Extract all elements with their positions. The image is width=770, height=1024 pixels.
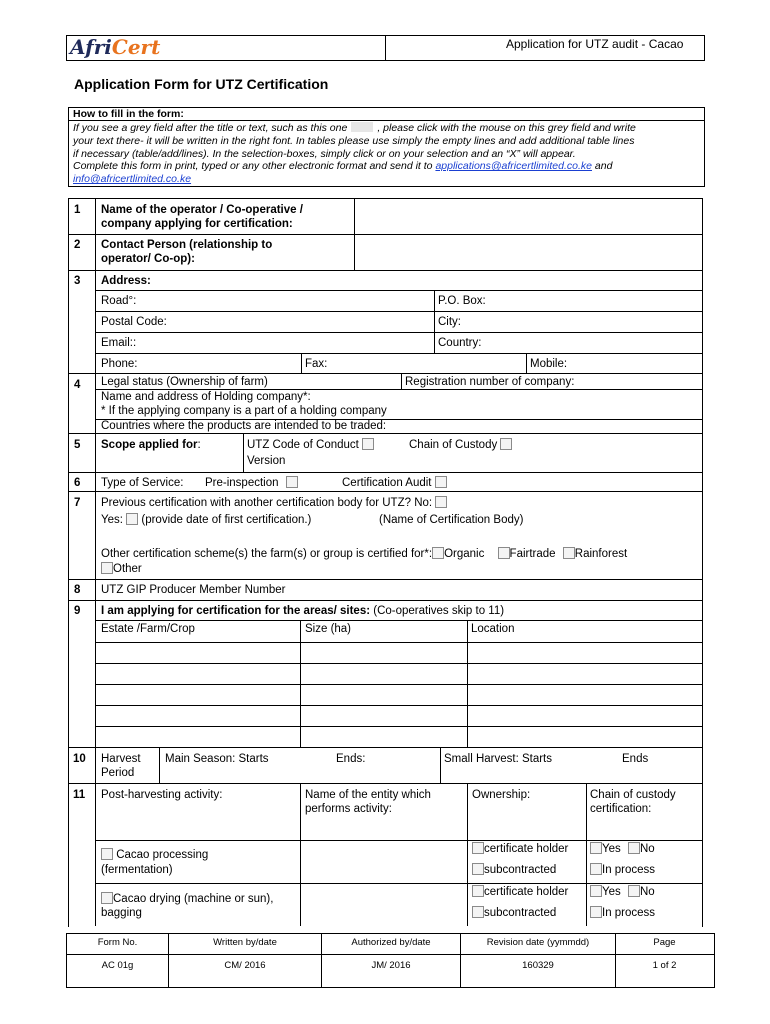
processing-entity-field[interactable] <box>302 842 466 882</box>
row-8-number: 8 <box>74 584 81 596</box>
instructions-line4b: and <box>594 160 613 173</box>
document-title: Application for UTZ audit - Cacao <box>506 37 684 51</box>
instructions-line3: if necessary (table/add/lines). In the selection-boxes, simply click or on your selection and an “X” will appear. <box>73 147 576 160</box>
logo <box>70 35 160 59</box>
post-harvest-activity-header: Post-harvesting activity: <box>101 789 223 801</box>
footer-header-written: Written by/date <box>213 937 277 948</box>
instructions-text <box>73 122 636 186</box>
drying-cert-holder-checkbox[interactable] <box>472 885 484 897</box>
rainforest-checkbox[interactable] <box>563 547 575 559</box>
applications-email-link[interactable]: applications@africertlimited.co.ke <box>435 160 592 173</box>
sites-table-row[interactable] <box>96 706 700 726</box>
cacao-processing-option: Cacao processing <box>101 848 208 862</box>
pre-inspection-option[interactable]: Pre-inspection <box>205 476 298 490</box>
chain-custody-cert-header: Chain of custody certification: <box>590 789 676 815</box>
scope-label: Scope applied for: <box>101 439 201 451</box>
first-cert-date-hint: (provide date of first certification.) <box>141 514 312 526</box>
entity-header: Name of the entity which performs activity: <box>305 789 431 815</box>
info-email-link[interactable]: info@africertlimited.co.ke <box>73 173 192 186</box>
footer-header-form-no: Form No. <box>97 937 138 948</box>
po-box-field[interactable]: P.O. Box: <box>438 295 486 307</box>
country-field[interactable]: Country: <box>438 337 482 349</box>
ownership-option: certificate holder <box>472 842 568 856</box>
utz-gip-member-number-field[interactable]: UTZ GIP Producer Member Number <box>101 584 286 596</box>
cacao-processing-sub: (fermentation) <box>101 864 173 876</box>
cacao-processing-checkbox[interactable] <box>101 848 113 860</box>
contact-person-field[interactable] <box>356 235 700 269</box>
row-11-number: 11 <box>73 789 86 801</box>
other-scheme-option: Other <box>101 562 142 576</box>
instructions-heading: How to fill in the form: <box>73 108 184 120</box>
row-5-number: 5 <box>74 439 81 451</box>
holding-company-field[interactable]: Name and address of Holding company*: * If the applying company is a part of a holding company <box>101 391 387 417</box>
small-harvest-end-field[interactable]: Ends <box>622 753 649 765</box>
previous-cert-yes-row: Yes: (provide date of first certification.) <box>101 514 312 526</box>
footer-header-page: Page <box>653 937 676 948</box>
previous-cert-no-checkbox[interactable] <box>435 496 447 508</box>
organic-checkbox[interactable] <box>432 547 444 559</box>
footer-written: CM/ 2016 <box>224 960 266 971</box>
row-7-number: 7 <box>74 497 81 509</box>
ownership-option: subcontracted <box>472 906 556 920</box>
drying-subcontracted-checkbox[interactable] <box>472 906 484 918</box>
city-field[interactable]: City: <box>438 316 461 328</box>
legal-status-field[interactable]: Legal status (Ownership of farm) <box>101 376 268 388</box>
certification-audit-checkbox[interactable] <box>435 476 447 488</box>
countries-traded-field[interactable]: Countries where the products are intended to be traded: <box>101 420 387 432</box>
instructions-line4a: Complete this form in print, typed or any other electronic format and send it to <box>73 160 433 173</box>
row-10-number: 10 <box>73 753 86 765</box>
footer-revision: 160329 <box>522 960 554 971</box>
chain-of-custody-option[interactable]: Chain of Custody <box>409 438 512 452</box>
chain-of-custody-checkbox[interactable] <box>500 438 512 450</box>
drying-no-checkbox[interactable] <box>628 885 640 897</box>
fax-field[interactable]: Fax: <box>305 358 328 370</box>
page-title: Application Form for UTZ Certification <box>74 76 329 92</box>
phone-field[interactable]: Phone: <box>101 358 138 370</box>
custody-option: Yes No <box>590 885 655 899</box>
location-header: Location <box>471 623 515 635</box>
main-season-start-field[interactable]: Main Season: Starts <box>165 753 269 765</box>
version-label: Version <box>247 455 286 467</box>
instructions-line1a: If you see a grey field after the title or text, such as this one <box>73 122 348 134</box>
cacao-drying-checkbox[interactable] <box>101 892 113 904</box>
small-harvest-start-field[interactable]: Small Harvest: Starts <box>444 753 552 765</box>
other-scheme-checkbox[interactable] <box>101 562 113 574</box>
processing-subcontracted-checkbox[interactable] <box>472 863 484 875</box>
previous-cert-yes-checkbox[interactable] <box>126 513 138 525</box>
previous-cert-question: Previous certification with another certification body for UTZ? No: <box>101 496 447 510</box>
sites-table-row[interactable] <box>96 685 700 705</box>
processing-cert-holder-checkbox[interactable] <box>472 842 484 854</box>
operator-name-label: Name of the operator / Co-operative / company applying for certification: <box>101 204 303 230</box>
drying-yes-checkbox[interactable] <box>590 885 602 897</box>
areas-sites-label: I am applying for certification for the areas/ sites: (Co-operatives skip to 11) <box>101 605 505 617</box>
custody-option: Yes No <box>590 842 655 856</box>
custody-option: In process <box>590 906 655 920</box>
registration-number-field[interactable]: Registration number of company: <box>405 376 575 388</box>
ownership-option: subcontracted <box>472 863 556 877</box>
row-9-number: 9 <box>74 605 81 617</box>
custody-option: In process <box>590 863 655 877</box>
size-ha-header: Size (ha) <box>305 623 352 635</box>
row-3-number: 3 <box>74 275 81 287</box>
footer-authorized: JM/ 2016 <box>371 960 411 971</box>
mobile-field[interactable]: Mobile: <box>530 358 568 370</box>
logo-cert: Cert <box>111 35 161 59</box>
road-field[interactable]: Road°: <box>101 295 137 307</box>
ownership-header: Ownership: <box>472 789 531 801</box>
utz-code-checkbox[interactable] <box>362 438 374 450</box>
cacao-drying-sub: bagging <box>101 907 142 919</box>
row-1-number: 1 <box>74 204 81 216</box>
processing-in-process-checkbox[interactable] <box>590 863 602 875</box>
contact-person-label: Contact Person (relationship to operator/ Co-op): <box>101 239 273 265</box>
drying-entity-field[interactable] <box>302 885 466 925</box>
footer-form-no: AC 01g <box>101 960 134 971</box>
drying-in-process-checkbox[interactable] <box>590 906 602 918</box>
processing-yes-checkbox[interactable] <box>590 842 602 854</box>
type-of-service-label: Type of Service: <box>101 477 184 489</box>
ownership-option: certificate holder <box>472 885 568 899</box>
row-4-number: 4 <box>74 379 81 391</box>
fairtrade-checkbox[interactable] <box>498 547 510 559</box>
main-form-table <box>68 198 703 927</box>
certification-audit-option[interactable]: Certification Audit <box>342 476 447 490</box>
main-season-end-field[interactable]: Ends: <box>336 753 366 765</box>
grey-field-sample[interactable] <box>351 122 373 132</box>
sites-table-row[interactable] <box>96 664 700 684</box>
harvest-period-label: Harvest Period <box>101 753 141 779</box>
email-field[interactable]: Email:: <box>101 337 137 349</box>
footer-header-revision: Revision date (yymmdd) <box>486 937 590 948</box>
instructions-line1b: , please click with the mouse on this grey field and write <box>377 122 636 134</box>
pre-inspection-checkbox[interactable] <box>286 476 298 488</box>
address-label: Address: <box>101 275 151 287</box>
other-schemes-row: Other certification scheme(s) the farm(s) or group is certified for*: Organic Fairtrade Rainforest <box>101 548 628 560</box>
row-6-number: 6 <box>74 477 81 489</box>
operator-name-field[interactable] <box>356 199 700 233</box>
sites-table-row[interactable] <box>96 727 700 747</box>
estate-farm-crop-header: Estate /Farm/Crop <box>101 623 195 635</box>
sites-table-row[interactable] <box>96 643 700 663</box>
footer-header-authorized: Authorized by/date <box>351 937 431 948</box>
cert-body-name-hint[interactable]: (Name of Certification Body) <box>379 514 524 526</box>
cacao-drying-option: Cacao drying (machine or sun), <box>101 892 273 906</box>
utz-code-of-conduct-option[interactable]: UTZ Code of Conduct <box>247 438 374 452</box>
postal-code-field[interactable]: Postal Code: <box>101 316 167 328</box>
instructions-line2: your text there- it will be written in the right font. In tables please use simply the empty lines and add additional table lines <box>73 134 635 147</box>
footer-page: 1 of 2 <box>652 960 677 971</box>
row-2-number: 2 <box>74 239 81 251</box>
logo-afri: Afri <box>70 35 112 59</box>
processing-no-checkbox[interactable] <box>628 842 640 854</box>
